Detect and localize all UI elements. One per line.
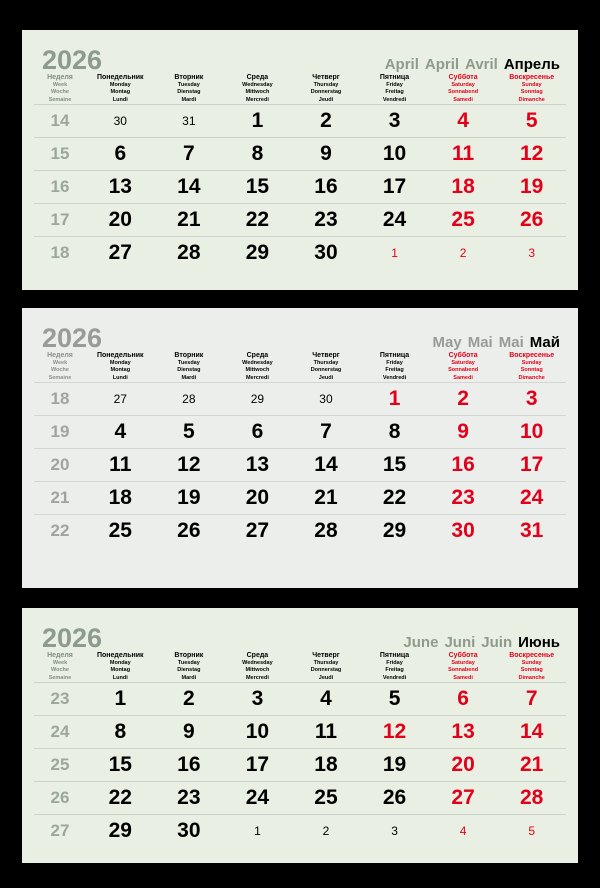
day-cell[interactable]: 1 xyxy=(86,683,155,716)
month-header-april xyxy=(34,40,566,74)
weekday-header-cell xyxy=(155,652,224,683)
day-cell[interactable]: 18 xyxy=(86,482,155,515)
weekday-name-sub: Dimanche xyxy=(518,674,545,681)
day-cell[interactable]: 27 xyxy=(429,782,498,815)
day-cell[interactable]: 17 xyxy=(223,749,292,782)
weekday-name-sub: Sunday xyxy=(521,359,542,366)
weekday-name-main: Среда xyxy=(246,652,269,659)
year-label: 2026 xyxy=(42,623,103,653)
day-cell[interactable]: 6 xyxy=(86,138,155,171)
day-cell[interactable]: 15 xyxy=(86,749,155,782)
day-cell[interactable]: 2 xyxy=(429,237,498,270)
weekday-name-sub: Freitag xyxy=(385,367,404,373)
week-row xyxy=(34,716,566,749)
weekday-header-cell xyxy=(223,352,292,383)
day-cell[interactable]: 26 xyxy=(155,515,224,548)
day-cell[interactable]: 3 xyxy=(223,683,292,716)
day-cell[interactable]: 21 xyxy=(497,749,566,782)
day-cell[interactable]: 6 xyxy=(223,416,292,449)
weekday-name-sub: Montag xyxy=(110,667,131,673)
day-cell[interactable]: 3 xyxy=(360,815,429,848)
week-number: 14 xyxy=(34,105,86,138)
day-cell[interactable]: 1 xyxy=(360,383,429,416)
day-cell[interactable]: 22 xyxy=(86,782,155,815)
day-cell[interactable]: 12 xyxy=(497,138,566,171)
day-cell[interactable]: 28 xyxy=(497,782,566,815)
month-table-april xyxy=(34,74,566,269)
day-cell[interactable]: 9 xyxy=(155,716,224,749)
day-cell[interactable]: 22 xyxy=(223,204,292,237)
day-cell[interactable]: 8 xyxy=(223,138,292,171)
weekday-name-sub: Vendredi xyxy=(382,674,407,681)
month-table-may xyxy=(34,352,566,547)
weekday-name-sub: Samedi xyxy=(453,96,473,103)
weekday-name-sub: Friday xyxy=(386,659,403,666)
weekday-name-sub: Thursday xyxy=(313,359,339,366)
weekday-name-sub: Saturday xyxy=(451,659,475,666)
day-cell[interactable]: 24 xyxy=(360,204,429,237)
month-block-may xyxy=(22,308,578,588)
weekday-name-sub: Mittwoch xyxy=(245,89,270,95)
day-cell[interactable]: 4 xyxy=(429,815,498,848)
weekday-name-main: Четверг xyxy=(312,652,340,659)
weekday-name-sub: Wednesday xyxy=(242,659,273,666)
weekday-header-row xyxy=(34,652,566,683)
weekday-name-main: Пятница xyxy=(379,652,410,659)
weekday-name-main: Пятница xyxy=(379,74,410,81)
weekday-name-sub: Montag xyxy=(110,367,131,373)
week-row xyxy=(34,683,566,716)
day-cell[interactable]: 29 xyxy=(223,383,292,416)
week-row xyxy=(34,815,566,848)
year-label: 2026 xyxy=(42,323,103,353)
weekday-name-main: Вторник xyxy=(174,652,204,659)
day-cell[interactable]: 17 xyxy=(360,171,429,204)
weekday-header-cell xyxy=(429,352,498,383)
week-row xyxy=(34,383,566,416)
day-cell[interactable]: 22 xyxy=(360,482,429,515)
weekday-header-cell xyxy=(86,352,155,383)
day-cell[interactable]: 13 xyxy=(223,449,292,482)
weekday-name-sub: Dimanche xyxy=(518,96,545,103)
week-number: 26 xyxy=(34,782,86,815)
weekday-name-main: Пятница xyxy=(379,352,410,359)
week-header-main: Неделя xyxy=(47,352,73,359)
day-cell[interactable]: 20 xyxy=(86,204,155,237)
weekday-name-sub: Sonnabend xyxy=(448,89,479,95)
day-cell[interactable]: 16 xyxy=(292,171,361,204)
weekday-name-sub: Friday xyxy=(386,81,403,88)
day-cell[interactable]: 30 xyxy=(155,815,224,848)
week-row xyxy=(34,204,566,237)
day-cell[interactable]: 24 xyxy=(497,482,566,515)
year-label: 2026 xyxy=(42,45,103,75)
day-cell[interactable]: 12 xyxy=(155,449,224,482)
day-cell[interactable]: 2 xyxy=(429,383,498,416)
week-number: 19 xyxy=(34,416,86,449)
day-cell[interactable]: 7 xyxy=(497,683,566,716)
weekday-name-sub: Jeudi xyxy=(318,96,334,103)
weekday-name-sub: Dienstag xyxy=(177,667,201,673)
day-cell[interactable]: 4 xyxy=(429,105,498,138)
weekday-name-main: Среда xyxy=(246,352,269,359)
weekday-name-sub: Donnerstag xyxy=(310,367,342,373)
week-header-sub: Semaine xyxy=(48,96,72,103)
weekday-name-sub: Sonnabend xyxy=(448,367,479,373)
day-cell[interactable]: 12 xyxy=(360,716,429,749)
week-header-sub: Week xyxy=(52,359,68,366)
weekday-name-sub: Mardi xyxy=(181,674,197,681)
day-cell[interactable]: 27 xyxy=(223,515,292,548)
week-row xyxy=(34,515,566,548)
day-cell[interactable]: 1 xyxy=(223,815,292,848)
weekday-name-sub: Mercredi xyxy=(245,674,269,681)
day-cell[interactable]: 21 xyxy=(292,482,361,515)
week-number: 17 xyxy=(34,204,86,237)
weekday-header-row xyxy=(34,352,566,383)
weekday-name-sub: Thursday xyxy=(313,81,339,88)
day-cell[interactable]: 23 xyxy=(155,782,224,815)
weekday-name-main: Понедельник xyxy=(97,652,144,659)
month-name: Mai xyxy=(498,334,524,351)
weekday-name-sub: Sonntag xyxy=(520,667,543,673)
day-cell[interactable]: 30 xyxy=(429,515,498,548)
weekday-header-cell xyxy=(155,74,224,105)
day-cell[interactable]: 13 xyxy=(429,716,498,749)
day-cell[interactable]: 29 xyxy=(86,815,155,848)
weekday-name-sub: Monday xyxy=(109,81,131,88)
week-row xyxy=(34,171,566,204)
day-cell[interactable]: 26 xyxy=(497,204,566,237)
weekday-name-sub: Saturday xyxy=(451,81,475,88)
day-cell[interactable]: 28 xyxy=(155,383,224,416)
weekday-header-cell xyxy=(360,652,429,683)
weekday-name-main: Вторник xyxy=(174,352,204,359)
week-row xyxy=(34,482,566,515)
week-header-sub: Week xyxy=(52,81,68,88)
weekday-name-sub: Samedi xyxy=(453,674,473,681)
weekday-header-cell xyxy=(497,74,566,105)
weekday-name-sub: Freitag xyxy=(385,89,404,95)
week-number: 16 xyxy=(34,171,86,204)
weekday-header-cell xyxy=(86,652,155,683)
day-cell[interactable]: 23 xyxy=(292,204,361,237)
weekday-name-sub: Sonntag xyxy=(520,367,543,373)
month-name: April xyxy=(424,56,460,73)
weekday-name-main: Воскресенье xyxy=(509,652,555,659)
weekday-name-main: Суббота xyxy=(448,352,478,359)
week-header-sub: Woche xyxy=(51,367,69,373)
weekday-name-sub: Monday xyxy=(109,359,131,366)
month-name: May xyxy=(432,334,462,351)
weekday-name-sub: Mardi xyxy=(181,96,197,103)
week-header-sub: Semaine xyxy=(48,674,72,681)
weekday-name-sub: Dimanche xyxy=(518,374,545,381)
day-cell[interactable]: 19 xyxy=(155,482,224,515)
weekday-header-cell xyxy=(429,652,498,683)
week-number: 25 xyxy=(34,749,86,782)
day-cell[interactable]: 14 xyxy=(155,171,224,204)
weekday-name-sub: Thursday xyxy=(313,659,339,666)
month-names xyxy=(427,334,560,352)
weekday-name-sub: Mardi xyxy=(181,374,197,381)
month-name: June xyxy=(403,634,439,651)
weekday-name-sub: Sonntag xyxy=(520,89,543,95)
week-row xyxy=(34,449,566,482)
weekday-header-cell xyxy=(292,352,361,383)
day-cell[interactable]: 19 xyxy=(360,749,429,782)
day-cell[interactable]: 5 xyxy=(155,416,224,449)
weekday-header-cell xyxy=(86,74,155,105)
day-cell[interactable]: 21 xyxy=(155,204,224,237)
day-cell[interactable]: 11 xyxy=(292,716,361,749)
week-number: 20 xyxy=(34,449,86,482)
weekday-name-sub: Monday xyxy=(109,659,131,666)
week-number: 27 xyxy=(34,815,86,848)
day-cell[interactable]: 1 xyxy=(223,105,292,138)
month-name: Май xyxy=(529,334,560,351)
day-cell[interactable]: 15 xyxy=(360,449,429,482)
day-cell[interactable]: 10 xyxy=(223,716,292,749)
day-cell[interactable]: 31 xyxy=(497,515,566,548)
weekday-name-main: Воскресенье xyxy=(509,74,555,81)
weekday-name-sub: Sonnabend xyxy=(448,667,479,673)
month-name: Avril xyxy=(465,56,498,73)
day-cell[interactable]: 4 xyxy=(86,416,155,449)
week-header-sub: Semaine xyxy=(48,374,72,381)
weekday-name-sub: Wednesday xyxy=(242,359,273,366)
day-cell[interactable]: 3 xyxy=(497,383,566,416)
day-cell[interactable]: 5 xyxy=(360,683,429,716)
week-header-main: Неделя xyxy=(47,652,73,659)
day-cell[interactable]: 30 xyxy=(292,383,361,416)
day-cell[interactable]: 7 xyxy=(155,138,224,171)
weekday-name-sub: Lundi xyxy=(112,674,128,681)
weekday-name-sub: Dienstag xyxy=(177,367,201,373)
day-cell[interactable]: 5 xyxy=(497,105,566,138)
week-row xyxy=(34,416,566,449)
day-cell[interactable]: 11 xyxy=(86,449,155,482)
weekday-name-main: Суббота xyxy=(448,652,478,659)
day-cell[interactable]: 6 xyxy=(429,683,498,716)
day-cell[interactable]: 2 xyxy=(155,683,224,716)
weekday-name-sub: Vendredi xyxy=(382,96,407,103)
week-number: 24 xyxy=(34,716,86,749)
day-cell[interactable]: 9 xyxy=(429,416,498,449)
weekday-header-cell xyxy=(497,652,566,683)
weekday-header-cell xyxy=(497,352,566,383)
weekday-name-sub: Lundi xyxy=(112,374,128,381)
day-cell[interactable]: 11 xyxy=(429,138,498,171)
month-names xyxy=(379,56,560,74)
day-cell[interactable]: 23 xyxy=(429,482,498,515)
day-cell[interactable]: 28 xyxy=(155,237,224,270)
week-number: 21 xyxy=(34,482,86,515)
day-cell[interactable]: 18 xyxy=(292,749,361,782)
day-cell[interactable]: 24 xyxy=(223,782,292,815)
month-name: Июнь xyxy=(518,634,560,651)
weekday-header-cell xyxy=(429,74,498,105)
day-cell[interactable]: 14 xyxy=(292,449,361,482)
day-cell[interactable]: 2 xyxy=(292,105,361,138)
week-number-header xyxy=(34,652,86,683)
weekday-name-sub: Tuesday xyxy=(177,659,200,666)
weekday-name-sub: Mercredi xyxy=(245,96,269,103)
day-cell[interactable]: 14 xyxy=(497,716,566,749)
weekday-name-sub: Tuesday xyxy=(177,359,200,366)
week-number: 22 xyxy=(34,515,86,548)
weekday-name-sub: Freitag xyxy=(385,667,404,673)
weekday-name-sub: Friday xyxy=(386,359,403,366)
month-name: April xyxy=(384,56,419,73)
weekday-name-sub: Jeudi xyxy=(318,374,334,381)
weekday-header-cell xyxy=(292,652,361,683)
weekday-header-cell xyxy=(223,74,292,105)
day-cell[interactable]: 17 xyxy=(497,449,566,482)
day-cell[interactable]: 16 xyxy=(429,449,498,482)
day-cell[interactable]: 25 xyxy=(86,515,155,548)
weekday-header-row xyxy=(34,74,566,105)
day-cell[interactable]: 10 xyxy=(360,138,429,171)
day-cell[interactable]: 20 xyxy=(223,482,292,515)
weekday-header-cell xyxy=(223,652,292,683)
month-name: Juin xyxy=(481,634,513,651)
weekday-name-sub: Sunday xyxy=(521,81,542,88)
weekday-name-sub: Saturday xyxy=(451,359,475,366)
week-number: 18 xyxy=(34,383,86,416)
month-name: Juni xyxy=(444,634,476,651)
day-cell[interactable]: 9 xyxy=(292,138,361,171)
month-name: Mai xyxy=(467,334,493,351)
weekday-name-sub: Mittwoch xyxy=(245,667,270,673)
weekday-name-sub: Donnerstag xyxy=(310,667,342,673)
day-cell[interactable]: 1 xyxy=(360,237,429,270)
weekday-name-sub: Mercredi xyxy=(245,374,269,381)
day-cell[interactable]: 29 xyxy=(360,515,429,548)
week-number: 15 xyxy=(34,138,86,171)
day-cell[interactable]: 4 xyxy=(292,683,361,716)
weekday-header-cell xyxy=(155,352,224,383)
weekday-name-main: Понедельник xyxy=(97,352,144,359)
week-header-sub: Woche xyxy=(51,89,69,95)
week-number-header xyxy=(34,352,86,383)
day-cell[interactable]: 29 xyxy=(223,237,292,270)
month-block-april xyxy=(22,30,578,290)
day-cell[interactable]: 30 xyxy=(292,237,361,270)
day-cell[interactable]: 16 xyxy=(155,749,224,782)
weekday-name-main: Среда xyxy=(246,74,269,81)
weekday-header-cell xyxy=(360,74,429,105)
week-number-header xyxy=(34,74,86,105)
weekday-name-sub: Jeudi xyxy=(318,674,334,681)
week-row xyxy=(34,237,566,270)
weekday-name-sub: Vendredi xyxy=(382,374,407,381)
day-cell[interactable]: 13 xyxy=(86,171,155,204)
weekday-header-cell xyxy=(292,74,361,105)
month-name: Апрель xyxy=(503,56,560,73)
day-cell[interactable]: 28 xyxy=(292,515,361,548)
week-header-sub: Week xyxy=(52,659,68,666)
day-cell[interactable]: 26 xyxy=(360,782,429,815)
day-cell[interactable]: 25 xyxy=(429,204,498,237)
week-row xyxy=(34,105,566,138)
day-cell[interactable]: 30 xyxy=(86,105,155,138)
weekday-name-sub: Lundi xyxy=(112,96,128,103)
day-cell[interactable]: 3 xyxy=(360,105,429,138)
weekday-name-main: Вторник xyxy=(174,74,204,81)
day-cell[interactable]: 20 xyxy=(429,749,498,782)
month-block-june xyxy=(22,608,578,863)
week-header-sub: Woche xyxy=(51,667,69,673)
weekday-name-sub: Tuesday xyxy=(177,81,200,88)
weekday-name-main: Четверг xyxy=(312,74,340,81)
weekday-header-cell xyxy=(360,352,429,383)
day-cell[interactable]: 15 xyxy=(223,171,292,204)
day-cell[interactable]: 2 xyxy=(292,815,361,848)
week-row xyxy=(34,138,566,171)
day-cell[interactable]: 19 xyxy=(497,171,566,204)
day-cell[interactable]: 25 xyxy=(292,782,361,815)
weekday-name-main: Воскресенье xyxy=(509,352,555,359)
weekday-name-main: Понедельник xyxy=(97,74,144,81)
day-cell[interactable]: 10 xyxy=(497,416,566,449)
weekday-name-sub: Samedi xyxy=(453,374,473,381)
day-cell[interactable]: 8 xyxy=(86,716,155,749)
weekday-name-main: Четверг xyxy=(312,352,340,359)
week-header-main: Неделя xyxy=(47,74,73,81)
weekday-name-sub: Montag xyxy=(110,89,131,95)
weekday-name-sub: Dienstag xyxy=(177,89,201,95)
week-row xyxy=(34,749,566,782)
week-number: 18 xyxy=(34,237,86,270)
week-row xyxy=(34,782,566,815)
day-cell[interactable]: 7 xyxy=(292,416,361,449)
day-cell[interactable]: 5 xyxy=(497,815,566,848)
week-number: 23 xyxy=(34,683,86,716)
day-cell[interactable]: 31 xyxy=(155,105,224,138)
weekday-name-sub: Sunday xyxy=(521,659,542,666)
month-names xyxy=(397,634,560,652)
day-cell[interactable]: 8 xyxy=(360,416,429,449)
weekday-name-sub: Donnerstag xyxy=(310,89,342,95)
weekday-name-main: Суббота xyxy=(448,74,478,81)
day-cell[interactable]: 18 xyxy=(429,171,498,204)
month-table-june xyxy=(34,652,566,847)
weekday-name-sub: Mittwoch xyxy=(245,367,270,373)
month-header-may xyxy=(34,318,566,352)
month-header-june xyxy=(34,618,566,652)
day-cell[interactable]: 3 xyxy=(497,237,566,270)
day-cell[interactable]: 27 xyxy=(86,237,155,270)
weekday-name-sub: Wednesday xyxy=(242,81,273,88)
day-cell[interactable]: 27 xyxy=(86,383,155,416)
